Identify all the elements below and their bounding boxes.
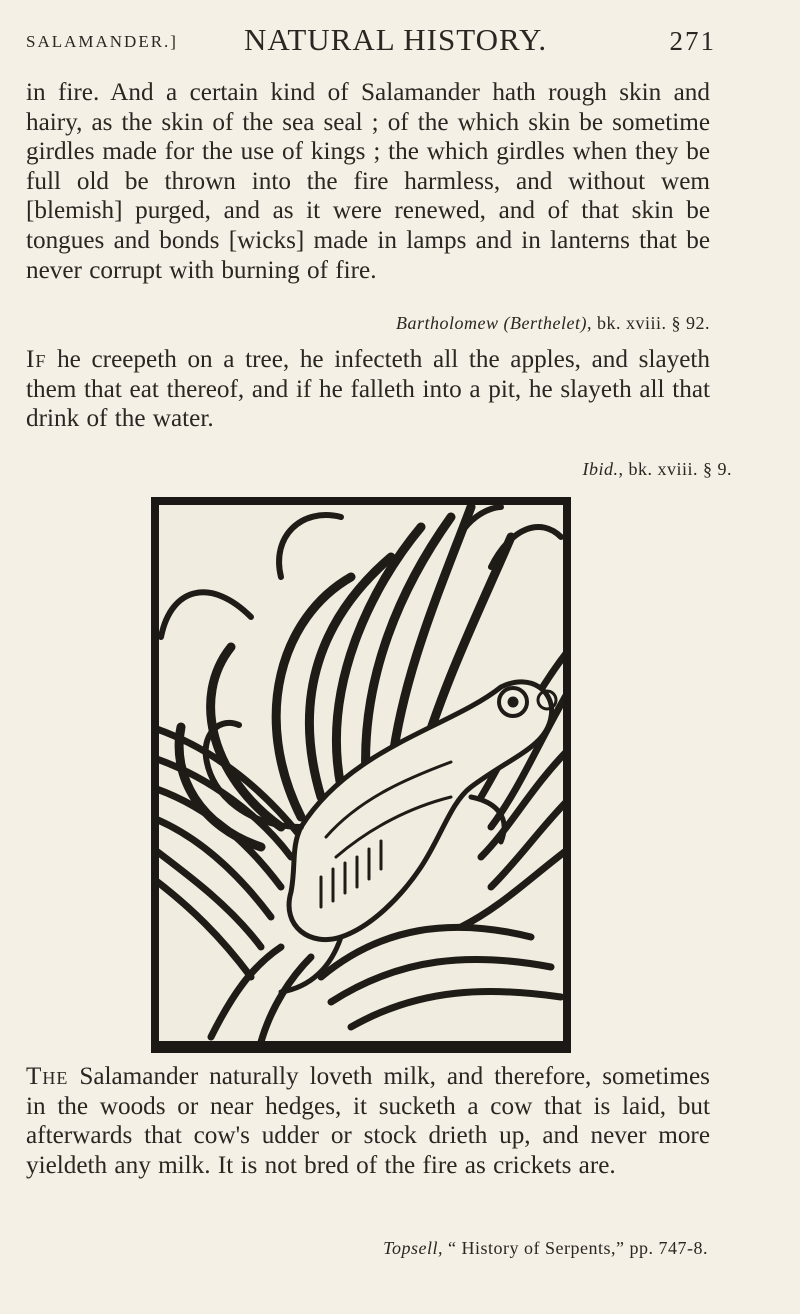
- citation-topsell: [383, 1238, 708, 1259]
- lead-word: The: [26, 1063, 69, 1090]
- text-line: in fire. And a certain kind of Salamander hath rough: [26, 79, 607, 106]
- passage-ibid: [26, 345, 710, 434]
- citation-author: Topsell,: [383, 1238, 444, 1258]
- text-line: he slayeth all that drink of the water.: [26, 375, 711, 433]
- citation-author: Bartholomew: [396, 313, 499, 333]
- text-line: corrupt with burning of fire.: [89, 256, 377, 284]
- lead-word: If: [26, 346, 47, 373]
- citation-bartholomew: [396, 313, 710, 334]
- text-line: he creepeth on a tree, he infecteth all the apples, and: [46, 346, 628, 373]
- citation-ibid: [582, 459, 732, 480]
- text-line: Salamander naturally loveth milk, and therefore,: [68, 1063, 592, 1090]
- text-line: slayeth them that eat thereof, and if he falleth into a pit,: [26, 346, 711, 403]
- text-line: sometimes in the woods or near hedges, it sucketh a cow: [26, 1063, 710, 1120]
- text-line: [wicks] made in lamps and in lanterns that be never: [26, 226, 710, 284]
- text-line: fire harmless, and without wem [blemish] purged, and as it: [26, 167, 711, 225]
- page-number: 271: [669, 26, 716, 56]
- running-head-title: NATURAL HISTORY.: [244, 22, 548, 57]
- salamander-woodcut: [151, 497, 571, 1053]
- citation-reference: , bk. xviii. § 9.: [618, 459, 732, 479]
- running-head-section: SALAMANDER.]: [26, 32, 178, 51]
- text-line: up, and never more yieldeth any milk. It is not bred of: [26, 1122, 711, 1179]
- text-line: were renewed, and of that skin be tongues and bonds: [26, 197, 710, 254]
- text-line: that is laid, but afterwards that cow's udder or stock drieth: [26, 1092, 711, 1150]
- text-line: skin be sometime girdles made for the use of kings ; the: [26, 108, 711, 166]
- citation-translator: (Berthelet): [503, 313, 587, 333]
- passage-bartholomew: [26, 78, 710, 285]
- text-line: skin and hairy, as the skin of the sea seal ; of the which: [26, 79, 710, 136]
- text-line: the fire as crickets are.: [384, 1151, 616, 1179]
- text-line: which girdles when they be full old be thrown into the: [26, 138, 710, 195]
- citation-ibid-label: Ibid.: [582, 459, 619, 479]
- running-header: [26, 18, 716, 58]
- passage-topsell: [26, 1062, 710, 1180]
- citation-reference: , bk. xviii. § 92.: [586, 313, 710, 333]
- citation-reference: “ History of Serpents,” pp. 747-8.: [443, 1238, 708, 1258]
